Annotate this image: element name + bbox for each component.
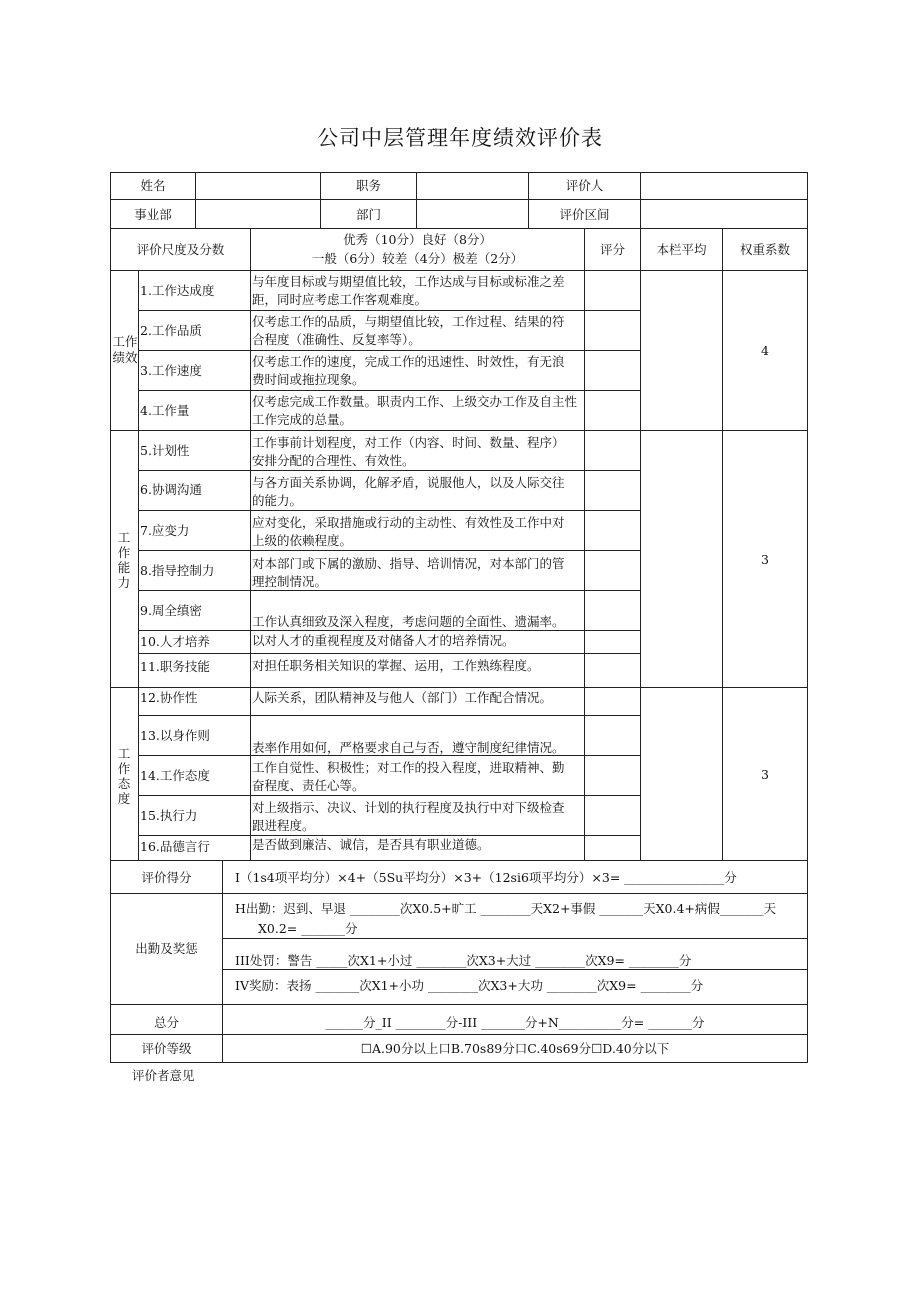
scale-line-2: 一般（6分）较差（4分）极差（2分） (311, 251, 524, 266)
period-label: 评价区间 (559, 207, 610, 222)
score-label: 评价得分 (141, 870, 192, 885)
name-field[interactable] (196, 174, 320, 199)
item-desc-line1: 表率作用如何，严格要求自己与否，遵守制度纪律情况。 (252, 740, 565, 755)
item-label: 15.执行力 (140, 808, 198, 823)
item-desc-line1: 对上级指示、决议、计划的执行程度及执行中对下级检查 (252, 800, 565, 815)
period-field[interactable] (641, 201, 806, 228)
item-label: 4.工作量 (140, 403, 190, 418)
item-label: 8.指导控制力 (140, 563, 215, 578)
item-label: 6.协调沟通 (140, 482, 202, 497)
group-label-ability: 工作能力 (117, 530, 131, 590)
item-label: 1.工作达成度 (140, 283, 215, 298)
reward-line[interactable]: IV奖励：表扬 _______次X1+小功 ________次X3+大功 ________次X9= ________分 (235, 978, 704, 993)
position-field[interactable] (417, 174, 528, 199)
score-formula[interactable]: I（1s4项平均分）×4+（5Su平均分）×3+（12si6项平均分）×3= ________________分 (235, 870, 737, 885)
scale-line-1: 优秀（10分）良好（8分） (343, 232, 492, 247)
grade-label: 评价等级 (141, 1041, 192, 1056)
attendance-line-1[interactable]: H出勤：迟到、早退 ________次X0.5+旷工 ________天X2+事假 _______天X0.4+病假_______天 (235, 901, 777, 916)
attendance-line-2[interactable]: X0.2= _______分 (258, 921, 358, 936)
item-desc-line1: 对本部门或下属的激励、指导、培训情况，对本部门的管 (252, 556, 565, 571)
weight-ability: 3 (761, 552, 769, 567)
department-label: 事业部 (134, 207, 172, 222)
item-desc-line2: 跟进程度。 (252, 818, 315, 833)
item-label: 3.工作速度 (140, 363, 202, 378)
item-label: 10.人才培养 (140, 634, 210, 649)
scale-label: 评价尺度及分数 (136, 242, 225, 257)
item-label: 2.工作品质 (140, 323, 202, 338)
item-desc-line1: 工作自觉性、积极性；对工作的投入程度，进取精神、勤 (252, 760, 565, 775)
item-desc-line1: 应对变化，采取措施或行动的主动性、有效性及工作中对 (252, 515, 565, 530)
page-title: 公司中层管理年度绩效评价表 (317, 126, 603, 150)
group-label-attitude: 工作态度 (117, 746, 131, 806)
dept-label: 部门 (355, 207, 381, 222)
attendance-label: 出勤及奖惩 (135, 941, 198, 956)
item-label: 16.品德言行 (140, 839, 210, 854)
item-desc-line1: 与各方面关系协调，化解矛盾，说服他人，以及人际交往 (252, 475, 565, 490)
item-label: 12.协作性 (140, 690, 198, 705)
item-desc-line2: 上级的依赖程度。 (252, 533, 353, 548)
item-label: 11.职务技能 (140, 659, 210, 674)
item-desc-line1: 人际关系，团队精神及与他人（部门）工作配合情况。 (252, 690, 553, 705)
weight-performance: 4 (761, 343, 769, 358)
position-label: 职务 (355, 178, 381, 193)
item-desc-line2: 工作完成的总量。 (252, 412, 353, 427)
evaluator-field[interactable] (641, 174, 806, 199)
item-label: 14.工作态度 (140, 768, 210, 783)
group-label-performance: 工作绩效 (112, 334, 138, 365)
weight-column-header: 权重系数 (739, 242, 790, 257)
dept-field[interactable] (417, 201, 528, 228)
item-desc-line1: 工作事前计划程度，对工作（内容、时间、数量、程序） (252, 435, 565, 450)
penalty-line[interactable]: III处罚：警告 _____次X1+小过 ________次X3+大过 ________次X9= ________分 (235, 953, 692, 968)
item-desc-line1: 仅考虑工作的品质，与期望值比较，工作过程、结果的符 (252, 314, 565, 329)
average-column-header: 本栏平均 (656, 242, 707, 257)
item-desc-line1: 以对人才的重视程度及对储备人才的培养情况。 (252, 633, 515, 648)
item-label: 5.计划性 (140, 443, 190, 458)
item-label: 13.以身作则 (140, 728, 210, 743)
item-label: 9.周全缜密 (140, 603, 202, 618)
item-desc-line2: 距，同时应考虑工作客观难度。 (252, 292, 428, 307)
item-desc-line1: 对担任职务相关知识的掌握、运用，工作熟练程度。 (252, 658, 540, 673)
grade-options[interactable]: ☐A.90分以上口B.70s89分口C.40s69分☐D.40分以下 (360, 1041, 670, 1056)
evaluator-comments-label: 评价者意见 (132, 1068, 195, 1083)
total-formula[interactable]: ______分_II ________分-III _______分+N__________分= _______分 (325, 1015, 705, 1030)
item-desc-line1: 仅考虑工作的速度，完成工作的迅速性、时效性，有无浪 (252, 354, 565, 369)
item-desc-line2: 合程度（准确性、反复率等）。 (252, 332, 421, 347)
item-desc-line2: 费时间或拖拉现象。 (252, 372, 365, 387)
name-label: 姓名 (140, 178, 166, 193)
total-label: 总分 (153, 1015, 179, 1030)
score-column-header: 评分 (599, 242, 625, 257)
item-desc-line1: 仅考虑完成工作数量。职责内工作、上级交办工作及自主性 (252, 394, 578, 409)
item-desc-line2: 安排分配的合理性、有效性。 (252, 453, 415, 468)
weight-attitude: 3 (761, 767, 769, 782)
item-desc-line1: 是否做到廉洁、诚信，是否具有职业道德。 (252, 837, 490, 852)
item-desc-line1: 与年度目标或与期望值比较，工作达成与目标或标准之差 (252, 274, 565, 289)
item-desc-line2: 奋程度、责任心等。 (252, 778, 365, 793)
evaluator-label: 评价人 (565, 178, 604, 193)
item-label: 7.应变力 (140, 523, 190, 538)
item-desc-line2: 理控制情况。 (252, 574, 328, 589)
item-desc-line1: 工作认真细致及深入程度，考虑问题的全面性、遗漏率。 (252, 614, 565, 629)
item-desc-line2: 的能力。 (252, 493, 303, 508)
department-field[interactable] (196, 201, 320, 228)
